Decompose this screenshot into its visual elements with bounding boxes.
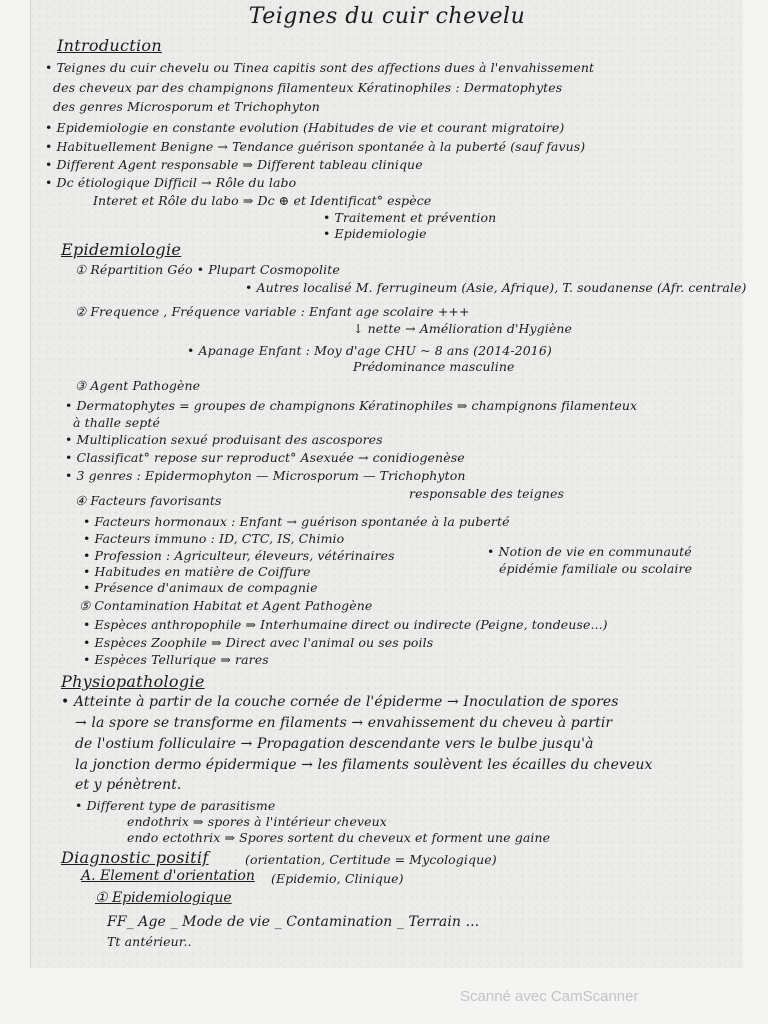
- text-line: • Epidemiologie en constante evolution (Habitudes de vie et courant migratoire): [45, 120, 565, 135]
- text-line: • Teignes du cuir chevelu ou Tinea capitis sont des affections dues à l'envahissement: [45, 60, 595, 75]
- text-line: • Different type de parasitisme: [75, 798, 276, 813]
- text-line: ② Frequence , Fréquence variable : Enfant age scolaire +++: [75, 304, 470, 319]
- text-line: • Traitement et prévention: [323, 210, 497, 225]
- text-line: • Dermatophytes = groupes de champignons Kératinophiles ⇒ champignons filamenteux: [65, 398, 638, 413]
- text-line: • Apanage Enfant : Moy d'age CHU ~ 8 ans (2014-2016): [187, 343, 552, 358]
- text-line: • Epidemiologie: [323, 226, 427, 241]
- text-line: de l'ostium folliculaire → Propagation descendante vers le bulbe jusqu'à: [75, 736, 594, 752]
- text-line: et y pénètrent.: [75, 777, 182, 793]
- text-line: • Classificat° repose sur reproduct° Asexuée → conidiogenèse: [65, 450, 465, 465]
- text-line: des cheveux par des champignons filamenteux Kératinophiles : Dermatophytes: [53, 80, 563, 95]
- scanned-page: [30, 0, 747, 968]
- text-line: • Multiplication sexué produisant des ascospores: [65, 432, 383, 447]
- text-line: → la spore se transforme en filaments → envahissement du cheveu à partir: [75, 715, 613, 731]
- text-line: • Présence d'animaux de compagnie: [83, 580, 318, 595]
- text-line: • Espèces anthropophile ⇒ Interhumaine direct ou indirecte (Peigne, tondeuse...): [83, 617, 608, 632]
- text-line: endo ectothrix ⇒ Spores sortent du cheveux et forment une gaine: [127, 830, 551, 845]
- text-line: Interet et Rôle du labo ⇒ Dc ⊕ et Identificat° espèce: [93, 193, 432, 208]
- text-line: ⑤ Contamination Habitat et Agent Pathogène: [79, 598, 373, 613]
- text-line: • Notion de vie en communauté: [487, 544, 692, 559]
- text-line: ↓ nette → Amélioration d'Hygiène: [353, 321, 573, 336]
- page-title: Teignes du cuir chevelu: [248, 4, 526, 29]
- subheading-a: A. Element d'orientation: [81, 868, 255, 884]
- camscanner-watermark: Scanné avec CamScanner: [460, 988, 639, 1005]
- text-line: • 3 genres : Epidermophyton — Microsporum — Trichophyton: [65, 468, 466, 483]
- text-line: • Different Agent responsable ⇒ Different tableau clinique: [45, 157, 423, 172]
- text-line: ③ Agent Pathogène: [75, 378, 201, 393]
- text-line: Tt antérieur..: [107, 934, 192, 949]
- text-line: • Habituellement Benigne → Tendance guérison spontanée à la puberté (sauf favus): [45, 139, 586, 154]
- text-line: • Espèces Zoophile ⇒ Direct avec l'animal ou ses poils: [83, 635, 434, 650]
- text-line: des genres Microsporum et Trichophyton: [53, 99, 320, 114]
- text-line: ① Répartition Géo • Plupart Cosmopolite: [75, 262, 340, 277]
- heading-diagnostic: Diagnostic positif: [61, 848, 209, 867]
- heading-epidemiologie: Epidemiologie: [61, 240, 182, 259]
- text-line: • Autres localisé M. ferrugineum (Asie, Afrique), T. soudanense (Afr. centrale): [245, 280, 747, 295]
- text-line: la jonction dermo épidermique → les filaments soulèvent les écailles du cheveux: [75, 757, 653, 773]
- text-line: épidémie familiale ou scolaire: [499, 561, 693, 576]
- text-line: • Atteinte à partir de la couche cornée de l'épiderme → Inoculation de spores: [61, 694, 619, 710]
- text-line: responsable des teignes: [409, 486, 564, 501]
- text-line: • Facteurs immuno : ID, CTC, IS, Chimio: [83, 531, 345, 546]
- text-line: Prédominance masculine: [353, 359, 515, 374]
- text-line: • Habitudes en matière de Coiffure: [83, 564, 311, 579]
- text-line: à thalle septé: [73, 415, 160, 430]
- text-line: • Dc étiologique Difficil → Rôle du labo: [45, 175, 297, 190]
- heading-physiopathologie: Physiopathologie: [61, 672, 205, 691]
- heading-introduction: Introduction: [57, 36, 162, 55]
- text-line: • Profession : Agriculteur, éleveurs, vétérinaires: [83, 548, 395, 563]
- text-line: endothrix ⇒ spores à l'intérieur cheveux: [127, 814, 387, 829]
- text-line: ④ Facteurs favorisants: [75, 493, 222, 508]
- subheading-note: (Epidemio, Clinique): [271, 871, 404, 886]
- heading-note: (orientation, Certitude = Mycologique): [245, 852, 497, 867]
- subheading-epidemiologique: ① Epidemiologique: [95, 890, 232, 906]
- text-line: FF_ Age _ Mode de vie _ Contamination _ Terrain ...: [107, 914, 480, 930]
- text-line: • Facteurs hormonaux : Enfant → guérison spontanée à la puberté: [83, 514, 510, 529]
- text-line: • Espèces Tellurique ⇒ rares: [83, 652, 269, 667]
